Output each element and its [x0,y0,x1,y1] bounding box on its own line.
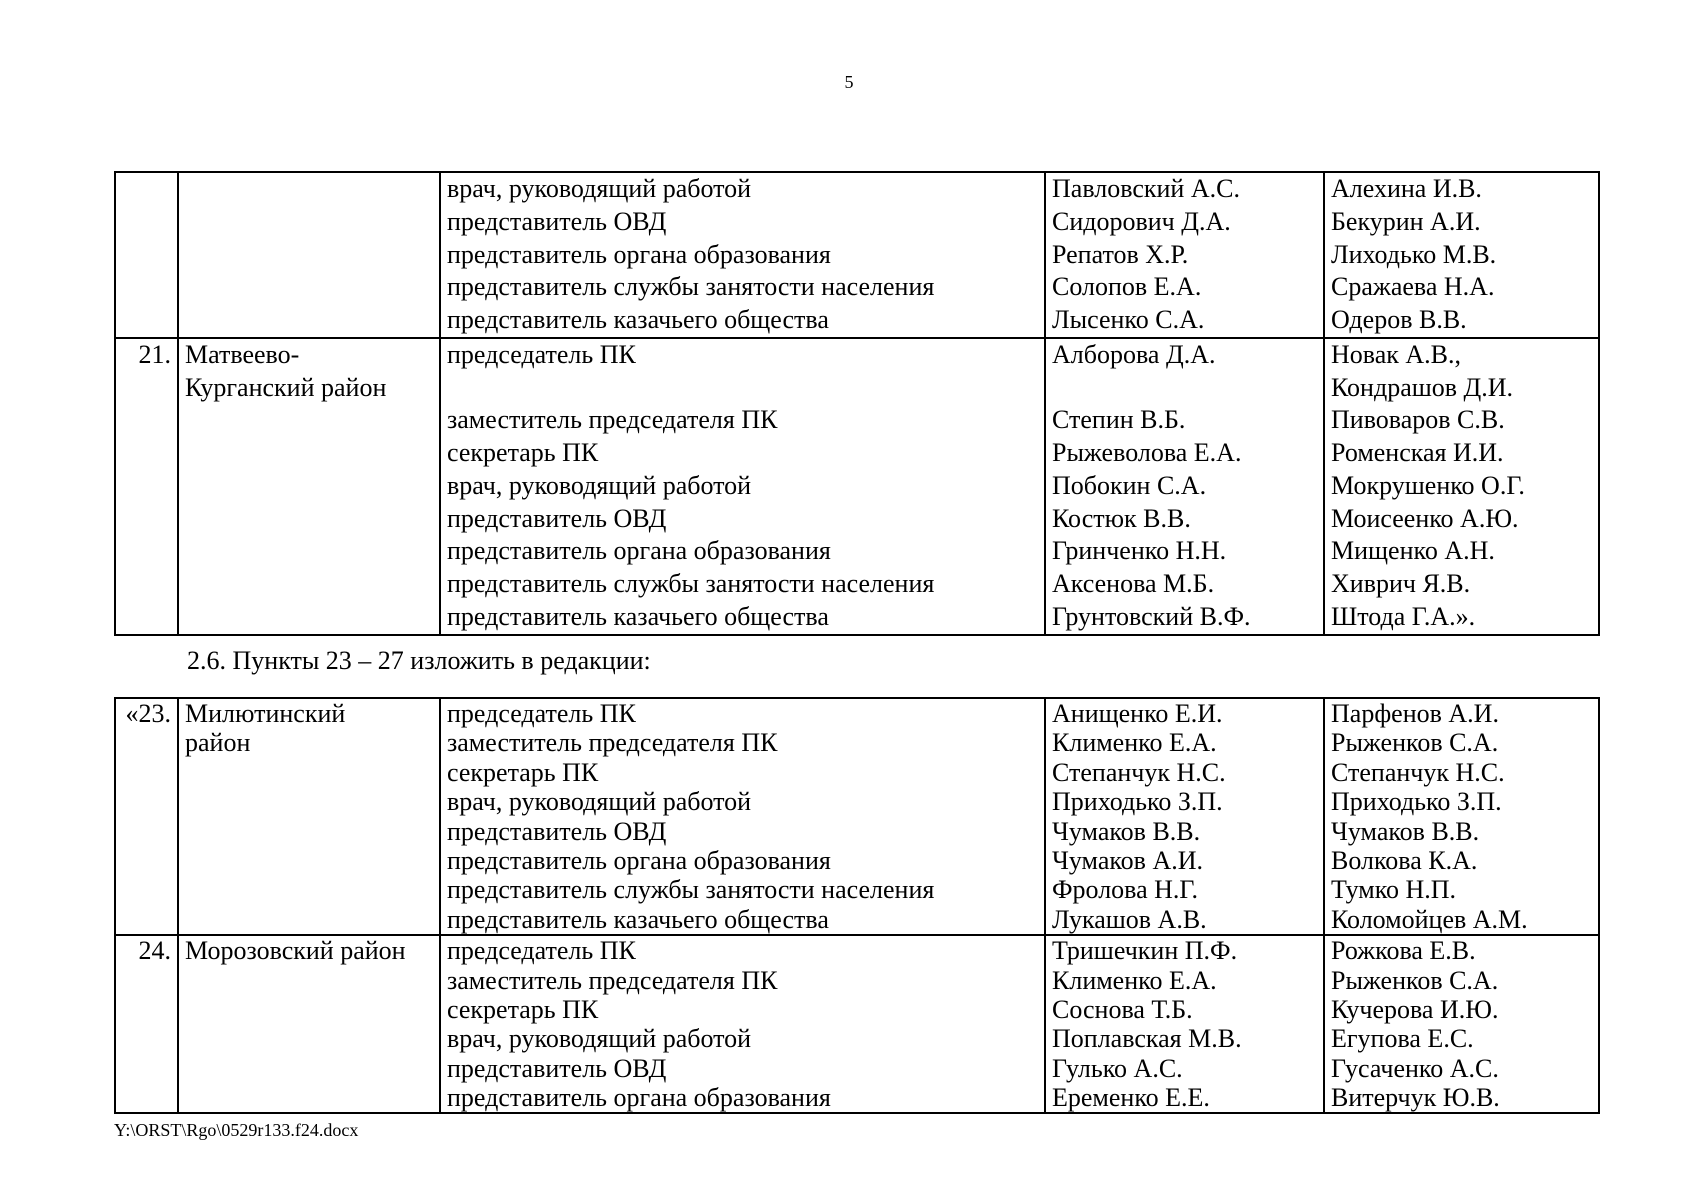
member-name: Приходько З.П. [1052,787,1223,817]
role-line: представитель службы занятости населения [447,272,935,302]
amendment-paragraph: 2.6. Пункты 23 – 27 изложить в редакции: [187,646,651,675]
deputy-name: Рыженков С.А. [1331,965,1499,995]
member-name [1052,372,1323,405]
role-line: председатель ПК [447,699,636,728]
district-name-line: район [185,728,251,758]
district-name-line: Милютинский [185,699,346,728]
role-line: представитель органа образования [447,239,831,269]
deputy-name: Алехина И.В. [1331,174,1482,203]
member-name: Чумаков А.И. [1052,845,1204,875]
member-name: Клименко Е.А. [1052,965,1217,995]
district-name-line: Морозовский район [185,936,406,966]
role-line: представитель органа образования [447,1083,831,1113]
role-line: представитель ОВД [447,1053,667,1083]
row-number: 24. [138,936,171,966]
deputy-name: Хиврич Я.В. [1331,569,1471,598]
deputy-name: Моисеенко А.Ю. [1331,503,1519,533]
deputy-name: Новак А.В., [1331,339,1461,369]
deputy-name: Парфенов А.И. [1331,699,1499,728]
role-cell [440,172,1045,338]
member-name: Солопов Е.А. [1052,272,1202,302]
row-number: 21. [138,339,171,369]
role-line: представитель органа образования [447,845,831,875]
role-line: врач, руководящий работой [447,787,752,817]
row-number-cell [115,698,178,935]
row-number [116,173,171,206]
deputy-name: Кучерова И.Ю. [1331,994,1499,1024]
member-name: Чумаков В.В. [1052,816,1201,846]
deputy-name: Штода Г.А.». [1331,601,1476,631]
deputy-name: Степанчук Н.С. [1331,757,1505,787]
row-number: «23. [125,699,171,728]
deputy-name: Лиходько М.В. [1331,239,1497,269]
table-body [115,172,1599,635]
member-name: Степанчук Н.С. [1052,757,1226,787]
role-line: врач, руководящий работой [447,174,752,203]
role-line: представитель органа образования [447,536,831,566]
member-name: Гулько А.С. [1052,1053,1183,1083]
page-number: 5 [844,72,854,92]
footer-file-path: Y:\ORST\Rgo\0529r133.f24.docx [114,1120,359,1140]
deputy-cell [1324,935,1599,1113]
member-name: Соснова Т.Б. [1052,994,1193,1024]
member-cell [1045,172,1324,338]
district-name-line: Курганский район [185,372,387,402]
role-cell [440,698,1045,935]
role-line: представитель казачьего общества [447,904,829,934]
deputy-name: Сражаева Н.А. [1331,272,1495,302]
member-name: Гринченко Н.Н. [1052,536,1227,566]
deputy-name: Рожкова Е.В. [1331,936,1476,966]
commission-table-amended [114,697,1600,1114]
table-body [115,698,1599,1113]
deputy-name: Мищенко А.Н. [1331,536,1495,566]
role-line: представитель казачьего общества [447,601,829,631]
member-name: Рыжеволова Е.А. [1052,438,1242,467]
member-name: Лукашов А.В. [1052,904,1207,934]
member-cell [1045,338,1324,635]
role-line: заместитель председателя ПК [447,728,778,758]
deputy-name: Коломойцев А.М. [1331,904,1528,934]
deputy-name: Гусаченко А.С. [1331,1053,1499,1083]
table-row [115,935,1599,1113]
role-line: представитель ОВД [447,503,667,533]
deputy-name: Кондрашов Д.И. [1331,372,1514,402]
deputy-name: Чумаков В.В. [1331,816,1480,846]
district-cell [178,935,440,1113]
commission-table-continued [114,171,1600,636]
role-line: секретарь ПК [447,994,599,1024]
table-row [115,338,1599,635]
role-line: представитель службы занятости населения [447,875,935,905]
member-name: Репатов Х.Р. [1052,239,1189,269]
member-name: Грунтовский В.Ф. [1052,601,1251,631]
table-row [115,698,1599,935]
deputy-cell [1324,338,1599,635]
role-line: представитель службы занятости населения [447,569,935,598]
deputy-name: Пивоваров С.В. [1331,405,1505,435]
district-cell [178,172,440,338]
deputy-name: Витерчук Ю.В. [1331,1083,1500,1113]
deputy-name: Тумко Н.П. [1331,875,1457,905]
member-name: Лысенко С.А. [1052,305,1205,334]
member-cell [1045,935,1324,1113]
role-line: заместитель председателя ПК [447,965,778,995]
member-name: Степин В.Б. [1052,405,1186,435]
member-name: Алборова Д.А. [1052,339,1216,369]
role-line: заместитель председателя ПК [447,405,778,435]
role-line: председатель ПК [447,339,636,369]
role-line: секретарь ПК [447,438,599,467]
role-line: представитель ОВД [447,816,667,846]
deputy-name: Роменская И.И. [1331,438,1504,467]
member-name: Анищенко Е.И. [1052,699,1223,728]
member-name: Еременко Е.Е. [1052,1083,1210,1113]
role-line: председатель ПК [447,936,636,966]
member-name: Тришечкин П.Ф. [1052,936,1238,966]
role-line: врач, руководящий работой [447,1024,752,1054]
member-name: Поплавская М.В. [1052,1024,1242,1054]
role-cell [440,935,1045,1113]
district-cell [178,698,440,935]
row-number-cell [115,935,178,1113]
table-row [115,172,1599,338]
role-cell [440,338,1045,635]
deputy-name: Бекурин А.И. [1331,206,1481,236]
member-cell [1045,698,1324,935]
role-line: врач, руководящий работой [447,470,752,500]
deputy-name: Рыженков С.А. [1331,728,1499,758]
role-line: секретарь ПК [447,757,599,787]
deputy-cell [1324,172,1599,338]
role-line [447,372,1044,405]
district-name-line: Матвеево- [185,339,300,369]
deputy-name: Одеров В.В. [1331,305,1467,334]
row-number-cell [115,338,178,635]
deputy-name: Приходько З.П. [1331,787,1502,817]
member-name: Сидорович Д.А. [1052,206,1231,236]
member-name: Клименко Е.А. [1052,728,1217,758]
member-name: Фролова Н.Г. [1052,875,1199,905]
district-cell [178,338,440,635]
member-name: Костюк В.В. [1052,503,1191,533]
member-name: Павловский А.С. [1052,174,1240,203]
row-number-cell [115,172,178,338]
deputy-cell [1324,698,1599,935]
deputy-name: Волкова К.А. [1331,845,1478,875]
role-line: представитель ОВД [447,206,667,236]
member-name: Побокин С.А. [1052,470,1207,500]
member-name: Аксенова М.Б. [1052,569,1215,598]
role-line: представитель казачьего общества [447,305,829,334]
deputy-name: Егупова Е.С. [1331,1024,1474,1054]
deputy-name: Мокрушенко О.Г. [1331,470,1525,500]
